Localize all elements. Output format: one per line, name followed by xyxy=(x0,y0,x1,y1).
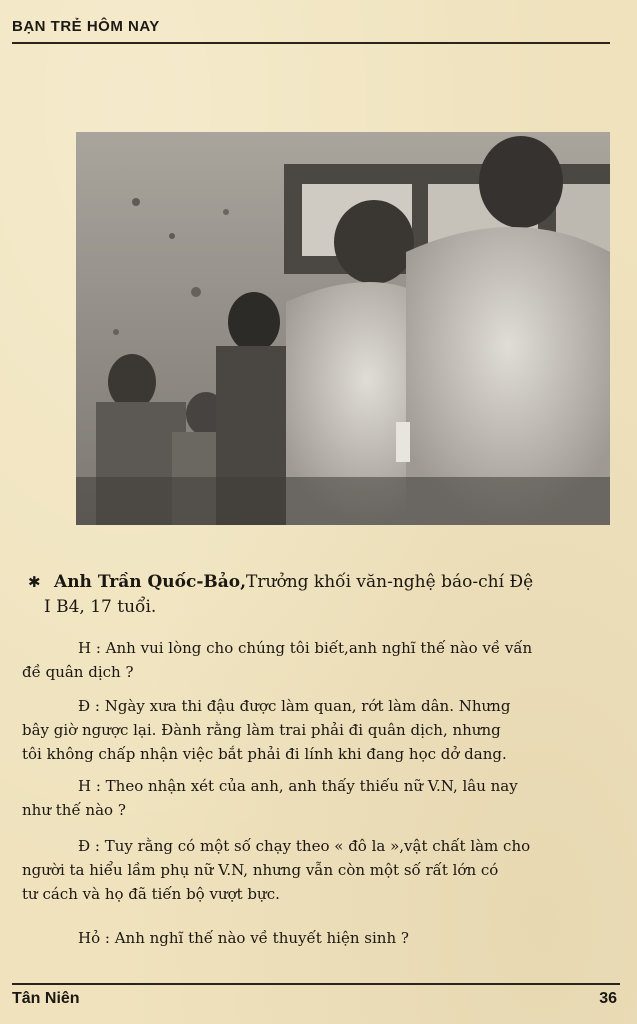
text-line: H : Theo nhận xét của anh, anh thấy thiếu nữ V.N, lâu nay xyxy=(78,777,518,795)
text-line: bây giờ ngược lại. Đành rằng làm trai phải đi quân dịch, nhưng xyxy=(22,721,501,739)
photo-image xyxy=(76,132,610,525)
question-paragraph xyxy=(22,774,620,822)
caption-role: Trưởng khối văn-nghệ báo-chí Đệ xyxy=(246,572,534,592)
page-number: 36 xyxy=(599,990,617,1007)
answer-paragraph xyxy=(22,694,620,766)
footer-divider xyxy=(12,983,620,985)
photo xyxy=(76,132,610,525)
star-icon: ✱ xyxy=(28,573,41,591)
answer-paragraph xyxy=(22,834,620,906)
caption-age: I B4, 17 tuổi. xyxy=(44,597,157,617)
header-divider xyxy=(12,42,610,44)
question-paragraph: Hỏ : Anh nghĩ thế nào về thuyết hiện sinh ? xyxy=(78,929,409,947)
text-line: người ta hiểu lầm phụ nữ V.N, nhưng vẫn còn một số rất lớn có xyxy=(22,861,499,879)
section-header: BẠN TRẺ HÔM NAY xyxy=(12,18,160,35)
text-line: H : Anh vui lòng cho chúng tôi biết,anh nghĩ thế nào về vấn xyxy=(78,639,533,657)
photo-caption xyxy=(28,570,628,620)
text-line: Đ : Ngày xưa thi đậu được làm quan, rớt làm dân. Nhưng xyxy=(78,697,511,715)
text-line: đề quân dịch ? xyxy=(22,663,134,681)
caption-name: Anh Trần Quốc-Bảo, xyxy=(54,572,247,592)
text-line: Đ : Tuy rằng có một số chạy theo « đô la »,vật chất làm cho xyxy=(78,837,531,855)
text-line: như thế nào ? xyxy=(22,801,126,819)
text-line: tư cách và họ đã tiến bộ vượt bực. xyxy=(22,885,280,903)
publication-name: Tân Niên xyxy=(12,990,80,1007)
text-line: tôi không chấp nhận việc bắt phải đi lính khi đang học dở dang. xyxy=(22,745,507,763)
question-paragraph xyxy=(22,636,620,684)
